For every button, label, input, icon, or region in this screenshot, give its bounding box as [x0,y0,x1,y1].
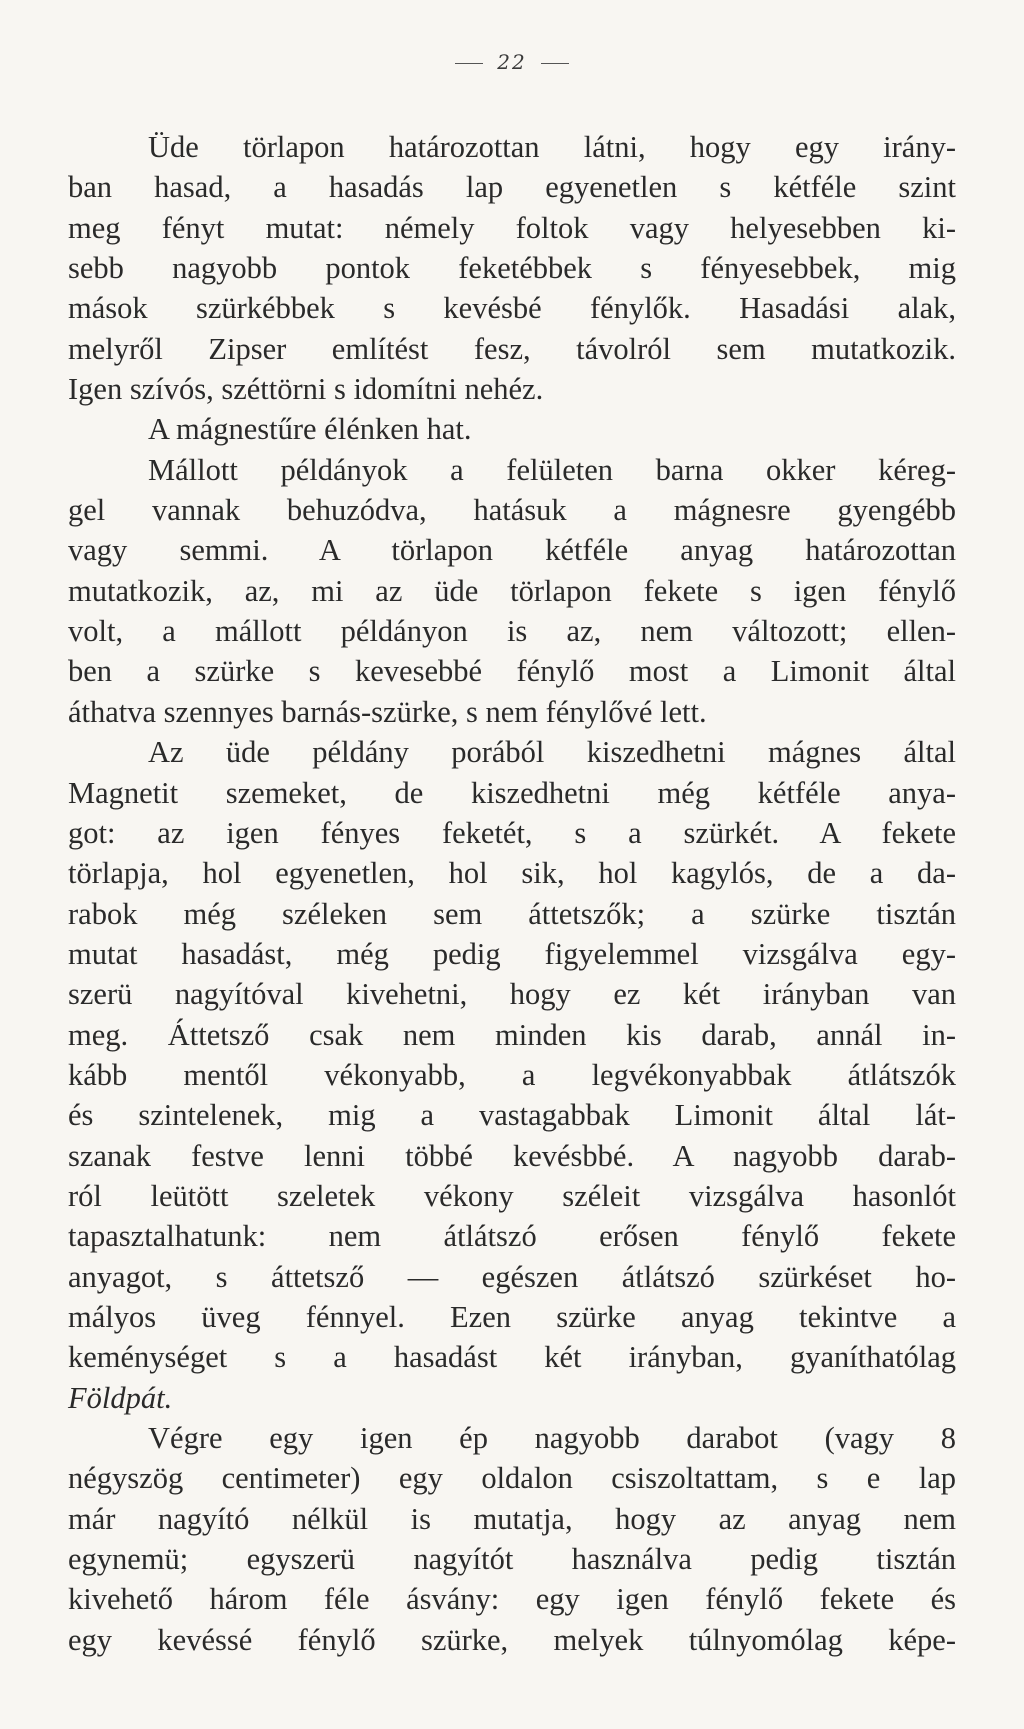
text-line: kivehető három féle ásvány: egy igen fénylő fekete és [68,1582,956,1617]
text-line: volt, a mállott példányon is az, nem változott; ellen- [68,614,956,649]
text-line: keménységet s a hasadást két irányban, gyaníthatólag [68,1340,956,1375]
text-line: törlapja, hol egyenetlen, hol sik, hol kagylós, de a da- [68,856,956,891]
text-line: A mágnestűre élénken hat. [148,412,472,447]
right-dash [541,63,569,64]
text-line: got: az igen fényes feketét, s a szürkét. A fekete [68,815,956,850]
text-line: Igen szívós, széttörni s idomítni nehéz. [68,372,544,407]
text-line: Mállott példányok a felületen barna okker kéreg- [148,452,956,487]
page-number: 22 [497,50,527,74]
body-text [68,127,956,1660]
text-line: vagy semmi. A törlapon kétféle anyag határozottan [68,533,956,568]
text-line: ról leütött szeletek vékony széleit vizsgálva hasonlót [68,1178,956,1213]
text-line: meg. Áttetsző csak nem minden kis darab, annál in- [68,1017,956,1052]
text-line: négyszög centimeter) egy oldalon csiszoltattam, s e lap [68,1461,956,1496]
text-line: áthatva szennyes barnás-szürke, s nem fénylővé lett. [68,694,707,729]
text-line: szerü nagyítóval kivehetni, hogy ez két irányban van [68,977,956,1012]
text-line: ban hasad, a hasadás lap egyenetlen s kétféle szint [68,170,956,205]
text-line: Magnetit szemeket, de kiszedhetni még kétféle anya- [68,775,956,810]
text-line: tapasztalhatunk: nem átlátszó erősen fénylő fekete [68,1219,956,1254]
text-line: egy kevéssé fénylő szürke, melyek túlnyomólag képe- [68,1622,956,1657]
text-line: melyről Zipser említést fesz, távolról sem mutatkozik. [68,331,956,366]
page-number-header [0,50,1024,74]
text-line: Földpát. [68,1380,173,1415]
text-line: mutat hasadást, még pedig figyelemmel vizsgálva egy- [68,936,956,971]
text-line: mályos üveg fénnyel. Ezen szürke anyag tekintve a [68,1299,956,1334]
text-line: anyagot, s áttetsző — egészen átlátszó szürkéset ho- [68,1259,956,1294]
text-line: egynemü; egyszerü nagyítót használva pedig tisztán [68,1542,956,1577]
text-line: rabok még széleken sem áttetszők; a szürke tisztán [68,896,956,931]
left-dash [455,63,483,64]
text-line: Üde törlapon határozottan látni, hogy egy irány- [148,130,956,164]
text-line: és szintelenek, mig a vastagabbak Limonit által lát- [68,1098,956,1133]
text-line: mások szürkébbek s kevésbé fénylők. Hasadási alak, [68,291,956,326]
text-line: gel vannak behuzódva, hatásuk a mágnesre gyengébb [68,493,956,528]
text-line: már nagyító nélkül is mutatja, hogy az anyag nem [68,1501,956,1536]
text-line: kább mentől vékonyabb, a legvékonyabbak átlátszók [68,1057,956,1092]
text-line: Az üde példány porából kiszedhetni mágnes által [148,735,956,770]
text-line: meg fényt mutat: némely foltok vagy helyesebben ki- [68,210,956,245]
text-line: ben a szürke s kevesebbé fénylő most a Limonit által [68,654,956,689]
text-line: szanak festve lenni többé kevésbbé. A nagyobb darab- [68,1138,956,1173]
text-line: mutatkozik, az, mi az üde törlapon fekete s igen fénylő [68,573,956,608]
text-line: sebb nagyobb pontok feketébbek s fényesebbek, mig [68,251,956,286]
text-line: Végre egy igen ép nagyobb darabot (vagy 8 [148,1421,956,1455]
